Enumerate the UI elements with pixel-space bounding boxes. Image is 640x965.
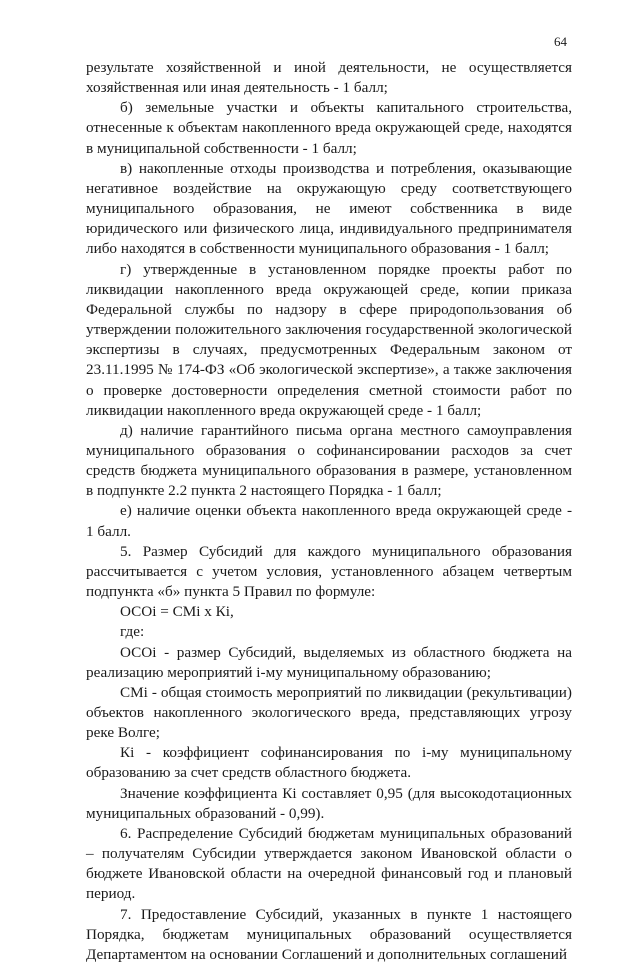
paragraph: в) накопленные отходы производства и потребления, оказывающие негативное воздействие на окружающую среду соответствующего муниципального образования, не имеют собственника в виде юридического или физического лица, индивидуального предпринимателя либо находятся в собственности муниципального образования - 1 балл; [86,159,572,258]
paragraph: г) утвержденные в установленном порядке проекты работ по ликвидации накопленного вреда окружающей среде, копии приказа Федеральной службы по надзору в сфере природопользования об утверждении положительного заключения государственной экологической экспертизы в случаях, предусмотренных Федеральным законом от 23.11.1995 № 174-ФЗ «Об экологической экспертизе», а также заключения о проверке достоверности определения сметной стоимости работ по ликвидации накопленного вреда окружающей среде - 1 балл; [86,260,572,419]
document-body [86,58,572,965]
paragraph: Значение коэффициента Кi составляет 0,95 (для высокодотационных муниципальных образований - 0,99). [86,784,572,822]
formula: ОСОi = СМi x Кi, [120,603,234,621]
paragraph: д) наличие гарантийного письма органа местного самоуправления муниципального образования о софинансировании расходов за счет средств бюджета муниципального образования в размере, установленном в подпункте 2.2 пункта 2 настоящего Порядка - 1 балл; [86,421,572,500]
paragraph: б) земельные участки и объекты капитального строительства, отнесенные к объектам накопленного вреда окружающей среде, находятся в муниципальной собственности - 1 балл; [86,99,572,157]
paragraph: 6. Распределение Субсидий бюджетам муниципальных образований – получателям Субсидии утверждается законом Ивановской области о бюджете Ивановской области на очередной финансовый год и плановый период. [86,824,572,903]
paragraph: ОСОi - размер Субсидий, выделяемых из областного бюджета на реализацию мероприятий i-му муниципальному образованию; [86,643,572,681]
paragraph: где: [120,623,145,641]
paragraph: е) наличие оценки объекта накопленного вреда окружающей среде - 1 балл. [86,502,572,540]
paragraph: СМi - общая стоимость мероприятий по ликвидации (рекультивации) объектов накопленного экологического вреда, представляющих угрозу реке Волге; [86,683,572,742]
paragraph: 7. Предоставление Субсидий, указанных в пункте 1 настоящего Порядка, бюджетам муниципальных образований осуществляется Департаментом на основании Соглашений и дополнительных соглашений [86,905,572,963]
paragraph: результате хозяйственной и иной деятельности, не осуществляется хозяйственная или иная деятельность - 1 балл; [86,59,572,97]
paragraph: Кi - коэффициент софинансирования по i-му муниципальному образованию за счет средств областного бюджета. [86,744,572,782]
paragraph: 5. Размер Субсидий для каждого муниципального образования рассчитывается с учетом условия, установленного абзацем четвертым подпункта «б» пункта 5 Правил по формуле: [86,542,572,601]
page-number: 64 [554,34,567,49]
